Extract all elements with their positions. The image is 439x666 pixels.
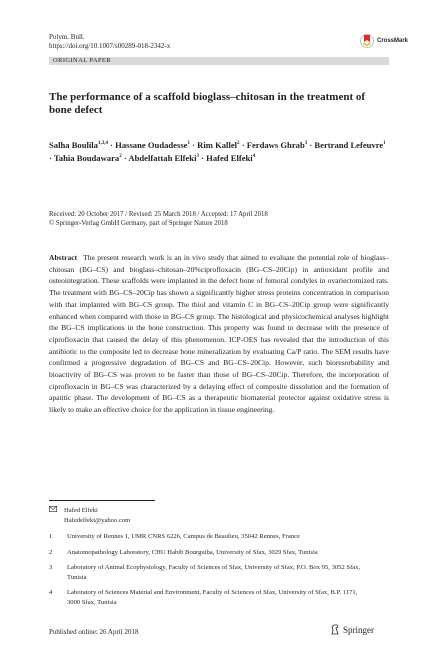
abstract-label: Abstract [49,253,78,262]
springer-horse-icon [330,624,340,635]
affiliation-list [49,532,367,607]
published-online: Published online: 26 April 2018 [49,628,139,636]
abstract-text: The present research work is an in vivo study that aimed to evaluate the potential role of bioglass–chitosan (BG–CS) and bioglass–chitosan–20%ciprofloxacin (BG–CS–20Cip) in antioxidant profile and osteointegration. These scaffolds were implanted in the defect bone of femoral condyles in ovariectomized rats. The treatment with BG–CS–20Cip has shown a significantly higher stress proteins concentration in comparison with that implanted with BG–CS group. The thiol and vitamin C in BG–CS–20Cip group were significantly enhanced when compared with those in BG–CS group. The histological and physicochemical analyses highlight the BG–CS implications in the bone construction. This property was found to decrease with the presence of ciprofloxacin that caused the delay of this phenomenon. ICP-OES has revealed that the introduction of this antibiotic to the composite led to decrease bone mineralization by evaluating Ca/P ratio. The SEM results have confirmed a progressive degradation of BG–CS and BG–CS–20Cip. However, such bioresorbability and bioactivity of BG–CS was proven to be faster than those of BG–CS–20Cip. Therefore, the incorporation of ciprofloxacin in BG–CS was characterized by a delaying effect of composite dissolution and the formation of apatitic phase. The development of BG–CS as a therapeutic biomaterial protector against oxidative stress is likely to make an effective choice for the application in tissue engineering. [49,253,389,415]
author[interactable]: Salha Boulila$^{1,3,4}$ [49,139,108,150]
journal-name: Polym. Bull. [49,33,85,41]
doi-link[interactable]: https://doi.org/10.1007/s00289-018-2342-x [49,42,171,50]
crossmark-badge[interactable] [360,33,408,49]
correspondence-block [49,506,130,525]
author[interactable]: Abdelfattah Elfeki$^3$ [128,152,199,163]
article-title: The performance of a scaffold bioglass–chitosan in the treatment of bone defect [49,91,366,116]
journal-header [49,33,170,51]
author[interactable]: Hassane Oudadesse$^1$ [115,139,190,150]
publisher-name: Springer [343,624,374,635]
author-list: Salha Boulila$^{1,3,4}$ · Hassane Oudadesse$^1$ · Rim Kallel$^2$ · Ferdaws Ghrab$^3$ · Bertrand Lefeuvre$^1$ · Tahia Boudawara$^2$ · Abdelfattah Elfeki$^3$ · Hafed Elfeki$^4$ [49,139,386,163]
crossmark-icon [360,33,374,49]
author[interactable]: Tahia Boudawara$^2$ [53,152,122,163]
history-dates: Received: 20 October 2017 / Revised: 25 March 2018 / Accepted: 17 April 2018 [49,211,268,218]
publisher-logo [330,624,374,635]
envelope-icon [49,506,58,516]
footnote-divider [49,500,155,501]
article-history [49,210,389,228]
copyright-line: © Springer-Verlag GmbH Germany, part of Springer Nature 2018 [49,220,228,227]
author[interactable]: Rim Kallel$^2$ [197,139,240,150]
author[interactable]: Bertrand Lefeuvre$^1$ [314,139,386,150]
affiliation-item: 1 University of Rennes 1, UMR CNRS 6226, Campus de Beaulieu, 35042 Rennes, France [49,533,300,540]
crossmark-label: CrossMark [377,38,409,44]
affiliation-item: 3 Laboratory of Animal Ecophysiology, Faculty of Sciences of Sfax, University of Sfax, P.O. Box 95, 3052 Sfax, Tunisia [49,564,361,581]
corresponding-email[interactable]: Hafedelfeki@yahoo.com [64,516,131,524]
author[interactable]: Hafed Elfeki$^4$ [206,152,256,163]
corresponding-author-name: Hafed Elfeki [64,507,98,514]
author[interactable]: Ferdaws Ghrab$^3$ [246,139,308,150]
abstract-block [49,252,389,416]
affiliation-item: 4 Laboratory of Sciences Material and Environment, Faculty of Sciences of Sfax, University of Sfax, B.P. 1171, 3000 Sfax, Tunisia [49,589,358,606]
affiliation-item: 2 Anatomopathology Laboratory, CHU Habib Bourguiba, University of Sfax, 3029 Sfax, Tunisia [49,548,318,556]
article-type-ribbon: ORIGINAL PAPER [49,57,389,65]
